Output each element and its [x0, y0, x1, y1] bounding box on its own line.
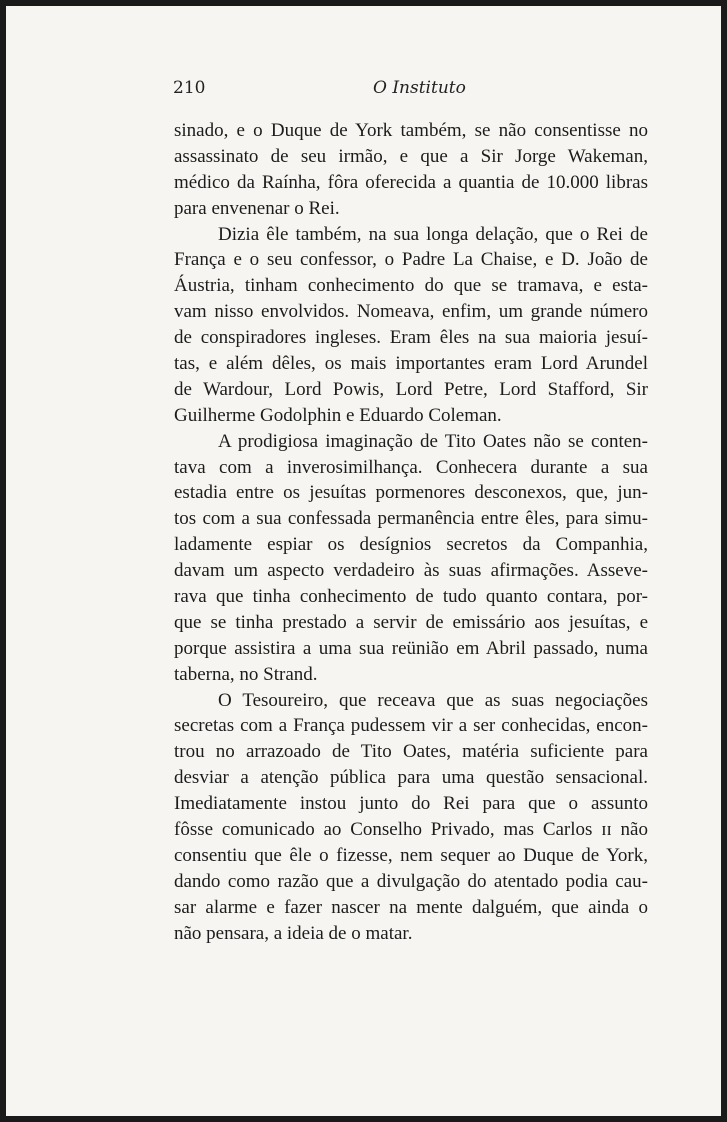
text-line: que se tinha prestado a servir de emissário aos jesuítas, e: [174, 611, 648, 633]
body-text: [174, 118, 648, 947]
text-line: secretas com a França pudessem vir a ser conhecidas, encon-: [174, 715, 648, 737]
text-line: ladamente espiar os desígnios secretos da Companhia,: [174, 534, 648, 556]
text-line: estadia entre os jesuítas pormenores desconexos, que, jun-: [174, 482, 648, 504]
text-line: consentiu que êle o fizesse, nem sequer ao Duque de York,: [174, 844, 648, 866]
text-line: não pensara, a ideia de o matar.: [174, 922, 413, 944]
text-line: Imediatamente instou junto do Rei para que o assunto: [174, 793, 648, 815]
paragraph: [174, 222, 648, 429]
text-line: vam nisso envolvidos. Nomeava, enfim, um grande número: [174, 301, 648, 323]
paragraph: [174, 429, 648, 688]
text-line: sar alarme e fazer nascer na mente dalguém, que ainda o: [174, 896, 648, 918]
text-line: assassinato de seu irmão, e que a Sir Jorge Wakeman,: [174, 145, 648, 167]
book-page: [6, 6, 721, 1116]
text-line: França e o seu confessor, o Padre La Chaise, e D. João de: [174, 249, 648, 271]
text-line: tos com a sua confessada permanência entre êles, para simu-: [174, 508, 648, 530]
text-line: de Wardour, Lord Powis, Lord Petre, Lord Stafford, Sir: [174, 378, 648, 400]
text-line: de conspiradores ingleses. Eram êles na sua maioria jesuí-: [174, 327, 648, 349]
text-line: tas, e além dêles, os mais importantes eram Lord Arundel: [174, 353, 648, 375]
text-line: médico da Raínha, fôra oferecida a quantia de 10.000 libras: [174, 171, 648, 193]
text-line: fôsse comunicado ao Conselho Privado, mas Carlos ɪɪ não: [174, 819, 648, 841]
text-line: tava com a inverosimilhança. Conhecera durante a sua: [174, 456, 648, 478]
text-line: Guilherme Godolphin e Eduardo Coleman.: [174, 404, 502, 426]
text-line: porque assistira a uma sua reünião em Abril passado, numa: [174, 637, 648, 659]
text-line: taberna, no Strand.: [174, 663, 318, 685]
text-line: desviar a atenção pública para uma questão sensacional.: [174, 767, 648, 789]
page-header: [173, 78, 648, 100]
page-number: 210: [173, 78, 206, 98]
text-line: davam um aspecto verdadeiro às suas afirmações. Asseve-: [174, 560, 648, 582]
paragraph: [174, 688, 648, 947]
text-line: O Tesoureiro, que receava que as suas negociações: [218, 689, 648, 711]
running-title: O Instituto: [373, 78, 466, 98]
text-line: sinado, e o Duque de York também, se não consentisse no: [174, 120, 648, 141]
paragraph: [174, 118, 648, 222]
text-line: trou no arrazoado de Tito Oates, matéria suficiente para: [174, 741, 648, 763]
text-line: Dizia êle também, na sua longa delação, que o Rei de: [218, 223, 648, 245]
text-line: rava que tinha conhecimento de tudo quanto contara, por-: [174, 586, 648, 608]
text-line: para envenenar o Rei.: [174, 197, 340, 219]
text-line: Áustria, tinham conhecimento do que se tramava, e esta-: [174, 275, 648, 297]
text-line: A prodigiosa imaginação de Tito Oates não se conten-: [218, 430, 648, 452]
text-line: dando como razão que a divulgação do atentado podia cau-: [174, 870, 648, 892]
